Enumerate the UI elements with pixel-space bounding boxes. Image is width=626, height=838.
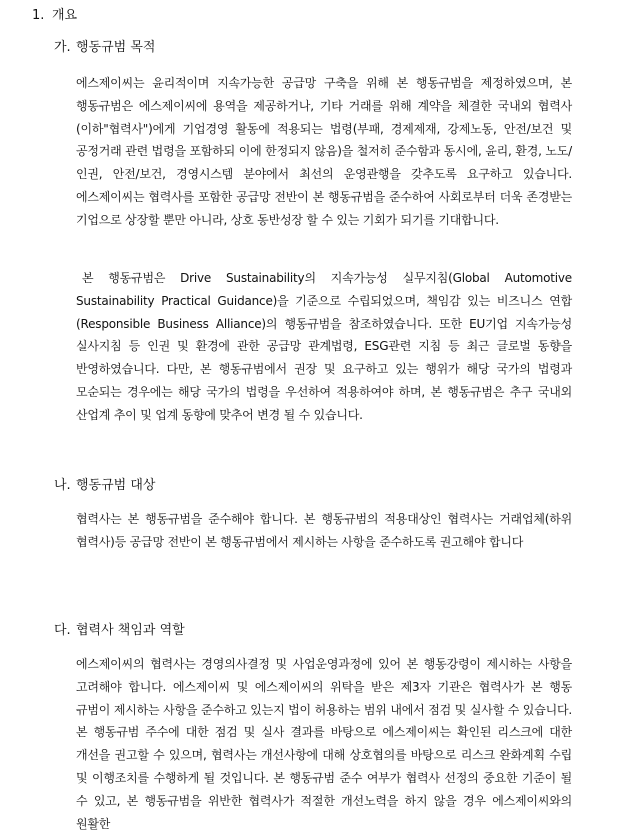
subsection-title: 행동규범 대상 [76,478,156,493]
subsection-heading-purpose [54,38,155,58]
subsection-title: 행동규범 목적 [76,40,156,55]
section-heading [32,6,77,26]
paragraph-purpose-1: 에스제이씨는 윤리적이며 지속가능한 공급망 구축을 위해 본 행동규범을 제정하였으며, 본 행동규범은 에스제이씨에 용역을 제공하거나, 기타 거래를 위해 계약을 체결한 국내외 협력사(이하"협력사")에게 기업경영 활동에 적용되는 법령(부패, 경제제재, 강제노동, 안전/보건 및 공정거래 관련 법령을 포함하되 이에 한정되지 않음)을 철저히 준수함과 동시에, 윤리, 환경, 노도/인권, 안전/보건, 경영시스템 분야에서 최선의 운영관행을 갖추도록 요구하고 있습니다. 에스제이씨는 협력사를 포함한 공급망 전반이 본 행동규범을 준수하여 사회로부터 더욱 존경받는 기업으로 상장할 뿐만 아니라, 상호 동반성장 할 수 있는 기회가 되기를 기대합니다. [76,76,572,227]
section-title: 개요 [52,8,78,23]
subsection-marker: 가. [54,40,71,55]
paragraph-purpose-2: 본 행동규범은 Drive Sustainability의 지속가능성 실무지침(Global Automotive Sustainability Practical Guidance)을 기준으로 수립되었으며, 책임감 있는 비즈니스 연합(Responsible Business Alliance)의 행동규범을 참조하였습니다. 또한 EU기업 지속가능성 실사지침 등 인권 및 환경에 관한 공급망 관계법령, ESG관련 지침 등 최근 글로벌 동향을 반영하였습니다. 다만, 본 행동규범에서 권장 및 요구하고 있는 행위가 해당 국가의 법령과 모순되는 경우에는 해당 국가의 법령을 우선하여 적용하여야 하며, 본 행동규범은 추구 국내외 산업계 추이 및 업계 동향에 맞추어 변경 될 수 있습니다. [76,271,572,422]
subsection-heading-responsibility [54,621,185,641]
paragraph-scope: 협력사는 본 행동규범을 준수해야 합니다. 본 행동규범의 적용대상인 협력사는 거래업체(하위 협력사)등 공급망 전반이 본 행동규범에서 제시하는 사항을 준수하도록 권고해야 합니다 [76,512,572,549]
subsection-heading-scope [54,476,155,496]
subsection-marker: 다. [54,623,71,638]
paragraph-responsibility: 에스제이씨의 협력사는 경영의사결정 및 사업운영과정에 있어 본 행동강령이 제시하는 사항을 고려해야 합니다. 에스제이씨 및 에스제이씨의 위탁을 받은 제3자 기관은 협력사가 본 행동 규범이 제시하는 사항을 준수하고 있는지 법이 허용하는 범위 내에서 점검 및 실사할 수 있습니다. 본 행동규범 주수에 대한 점검 및 실사 결과를 바탕으로 에스제이씨는 확인된 리스크에 대한 개선을 권고할 수 있으며, 협력사는 개선사항에 대해 상호협의를 바탕으로 리스크 완화계획 수립 및 이행조치를 수행하게 될 것입니다. 본 행동규범 준수 여부가 협력사 선정의 중요한 기준이 될 수 있고, 본 행동규범을 위반한 협력사가 적절한 개선노력을 하지 않을 경우 에스제이씨와의 원활한 [76,657,572,831]
section-number: 1. [32,8,45,23]
subsection-title: 협력사 책임과 역할 [76,623,185,638]
subsection-marker: 나. [54,478,71,493]
